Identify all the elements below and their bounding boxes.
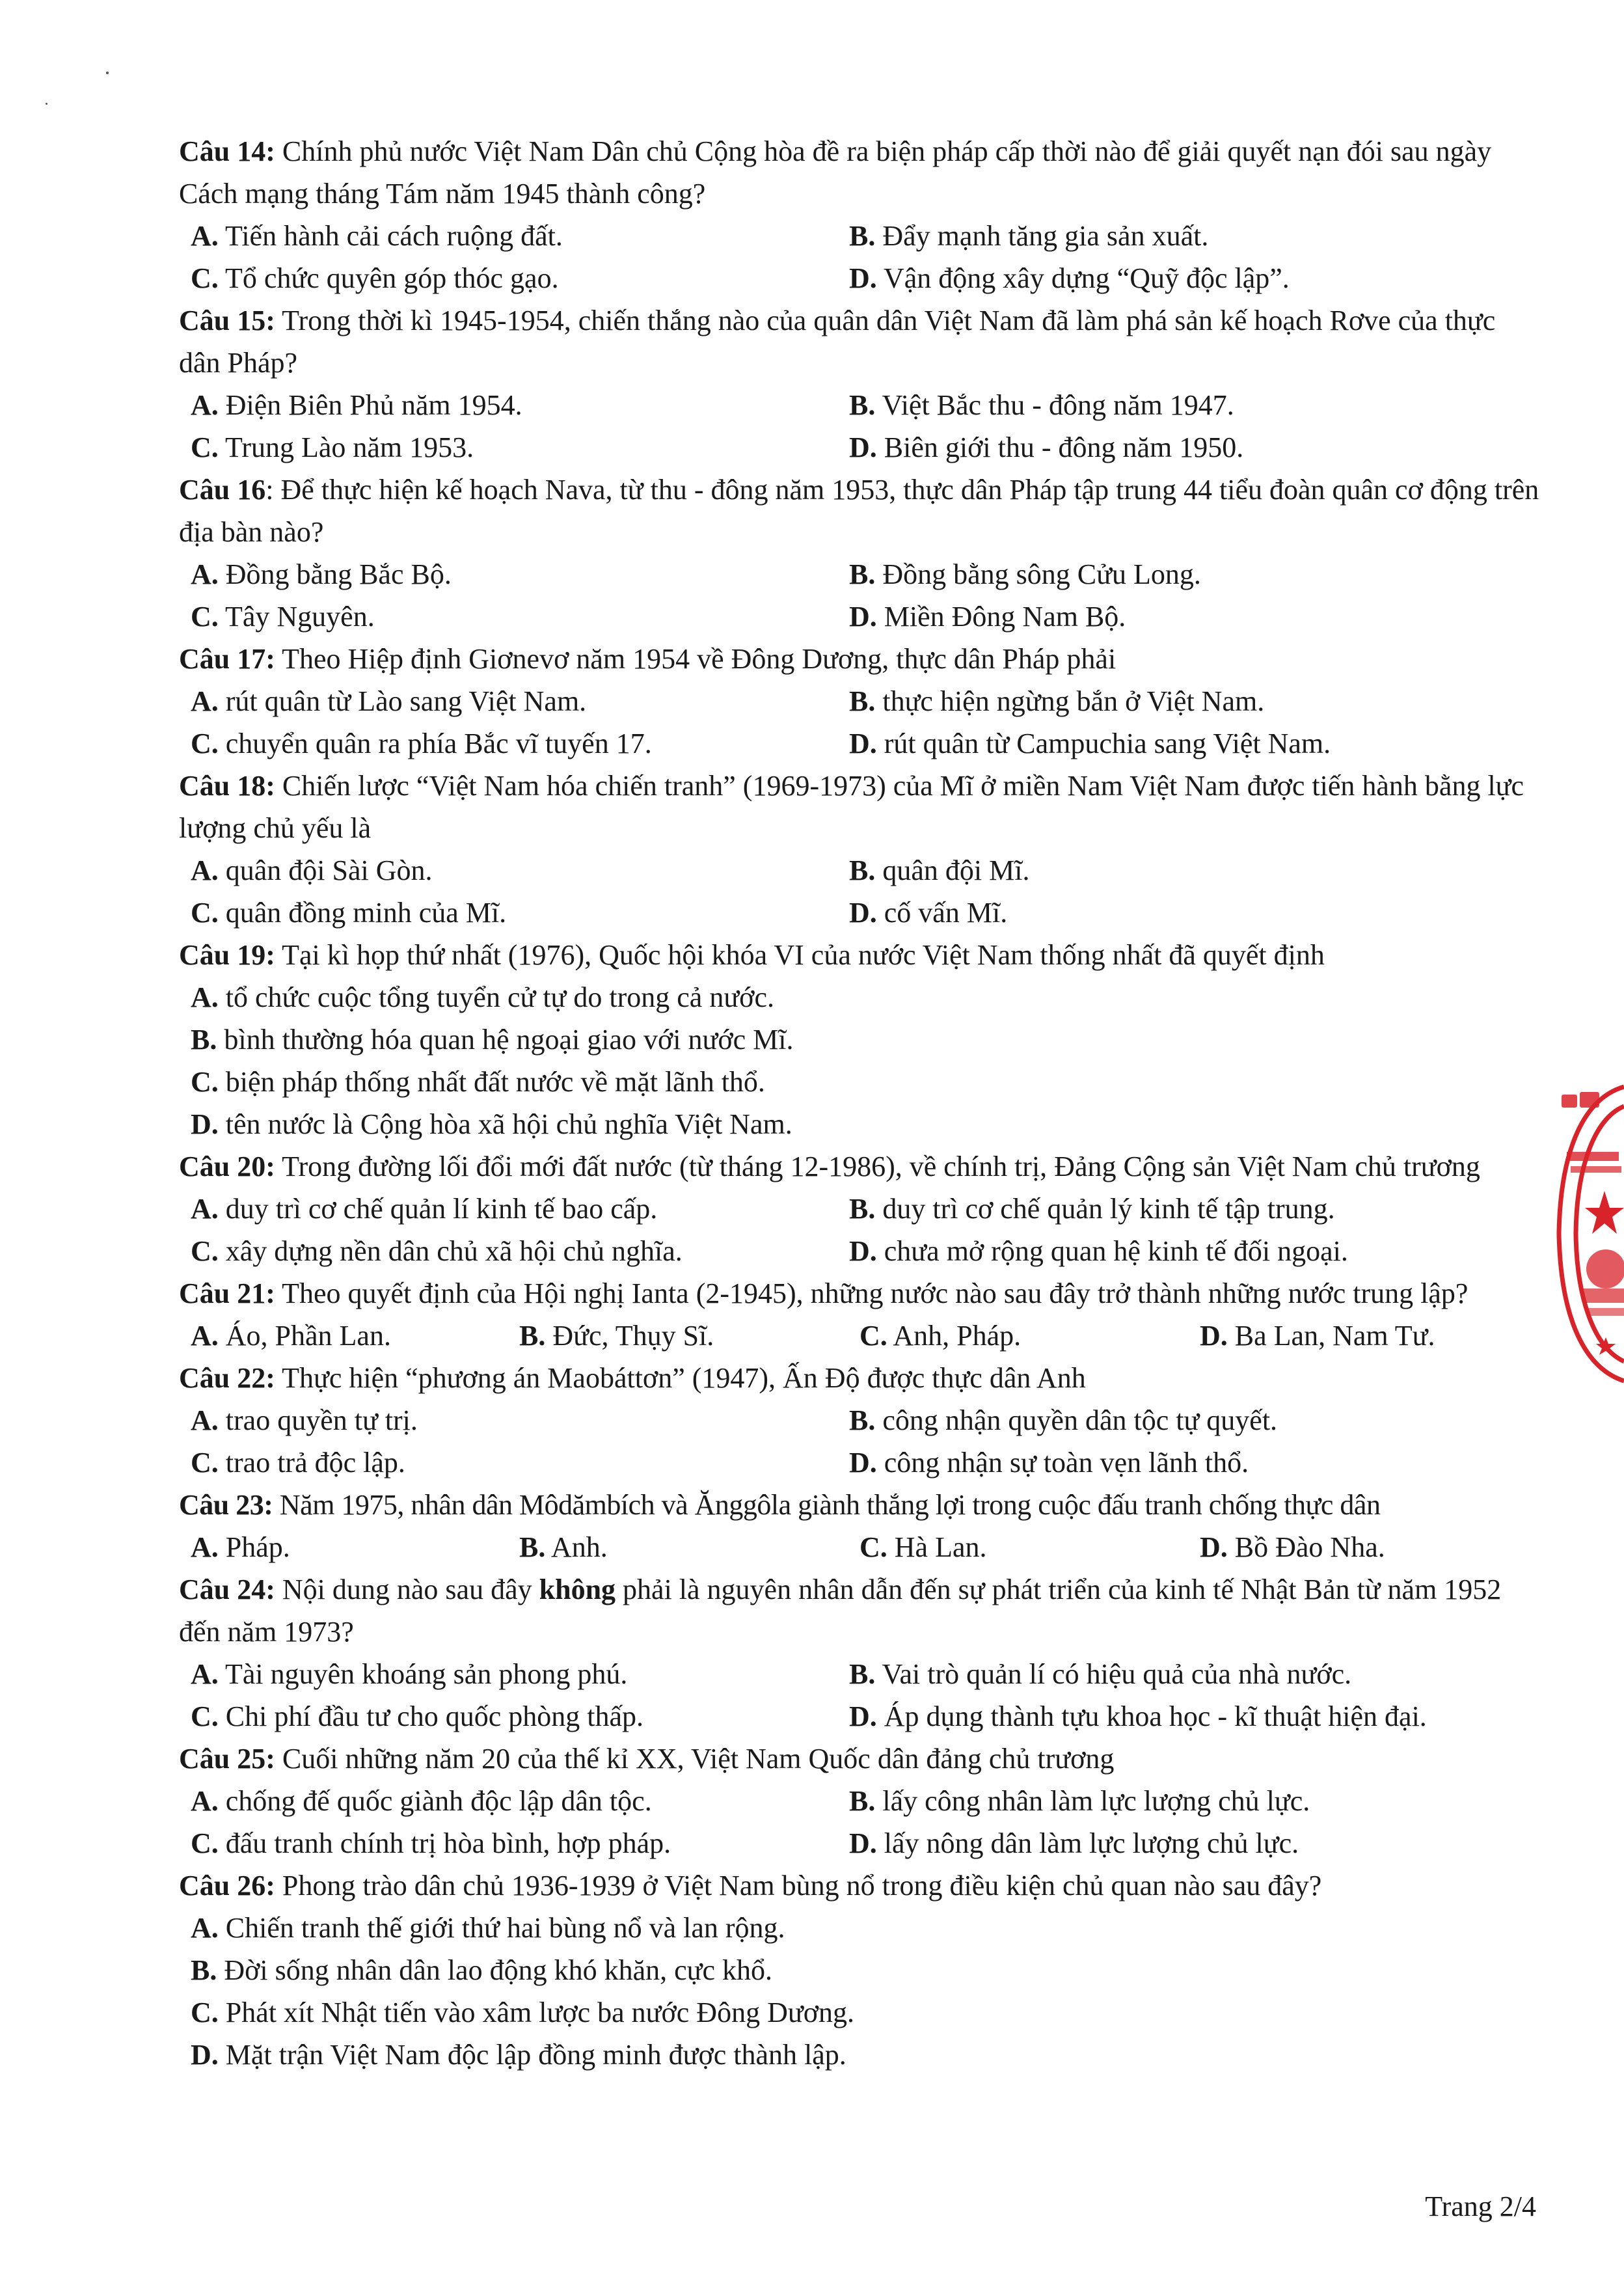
option-a (179, 1188, 849, 1230)
answer-options (179, 553, 1542, 638)
answer-options (179, 1399, 1542, 1484)
question-emphasis: không (539, 1574, 616, 1605)
option-d (849, 1441, 1542, 1484)
option-text: Anh, Pháp. (887, 1320, 1022, 1352)
option-text: Tổ chức quyên góp thóc gạo. (218, 262, 559, 294)
option-label: A. (191, 558, 219, 590)
option-d (1200, 1526, 1542, 1568)
question-15 (179, 299, 1542, 469)
question-number: Câu 14: (179, 135, 275, 167)
option-label: C. (191, 728, 219, 759)
option-d (849, 595, 1542, 638)
question-number: Câu 24: (179, 1574, 275, 1605)
option-label: D. (849, 1447, 877, 1479)
option-text: Tiến hành cải cách ruộng đất. (218, 220, 563, 252)
option-text: rút quân từ Campuchia sang Việt Nam. (876, 728, 1331, 759)
option-label: B. (849, 685, 876, 717)
option-c (179, 1061, 1542, 1103)
question-text (179, 1864, 1542, 1907)
question-18 (179, 765, 1542, 934)
question-stem: : Để thực hiện kế hoạch Nava, từ thu - đông năm 1953, thực dân Pháp tập trung 44 tiểu đoàn quân cơ động trên địa bàn nào? (179, 474, 1539, 548)
question-17 (179, 638, 1542, 765)
option-label: D. (1200, 1531, 1228, 1563)
option-b (519, 1526, 859, 1568)
question-stem: Thực hiện “phương án Maobáttơn” (1947), Ấn Độ được thực dân Anh (275, 1362, 1086, 1394)
question-19 (179, 934, 1542, 1145)
question-number: Câu 18: (179, 770, 275, 802)
question-stem: Theo Hiệp định Giơnevơ năm 1954 về Đông Dương, thực dân Pháp phải (275, 643, 1116, 675)
option-d (849, 892, 1542, 934)
option-label: B. (519, 1320, 546, 1352)
option-label: C. (859, 1531, 887, 1563)
question-text (179, 1738, 1542, 1780)
option-text: Pháp. (218, 1531, 290, 1563)
option-text: Hà Lan. (887, 1531, 987, 1563)
option-label: C. (859, 1320, 887, 1352)
option-text: Mặt trận Việt Nam độc lập đồng minh được thành lập. (218, 2039, 846, 2071)
question-text (179, 638, 1542, 680)
option-c (179, 722, 849, 765)
option-label: A. (191, 854, 219, 886)
option-label: C. (191, 1700, 219, 1732)
option-label: D. (849, 601, 877, 633)
option-b (849, 1780, 1542, 1822)
option-text: tổ chức cuộc tổng tuyển cử tự do trong cả nước. (218, 981, 774, 1013)
option-a (179, 976, 1542, 1018)
option-text: Điện Biên Phủ năm 1954. (218, 389, 522, 421)
option-b (849, 215, 1542, 257)
option-label: D. (191, 2039, 219, 2071)
option-text: Đồng bằng Bắc Bộ. (218, 558, 452, 590)
option-text: Phát xít Nhật tiến vào xâm lược ba nước Đông Dương. (218, 1997, 854, 2028)
option-c (179, 892, 849, 934)
option-label: B. (849, 220, 876, 252)
option-a (179, 849, 849, 892)
option-text: chưa mở rộng quan hệ kinh tế đối ngoại. (876, 1235, 1348, 1267)
option-text: duy trì cơ chế quản lí kinh tế bao cấp. (218, 1193, 658, 1225)
option-b (519, 1315, 859, 1357)
option-d (1200, 1315, 1542, 1357)
option-label: B. (191, 1954, 217, 1986)
option-label: C. (191, 897, 219, 929)
option-label: A. (191, 220, 219, 252)
option-text: Đức, Thụy Sĩ. (545, 1320, 714, 1352)
option-text: Tây Nguyên. (218, 601, 375, 633)
option-text: Đời sống nhân dân lao động khó khăn, cực khổ. (217, 1954, 772, 1986)
option-label: D. (849, 431, 877, 463)
question-number: Câu 22: (179, 1362, 275, 1394)
question-stem: Trong thời kì 1945-1954, chiến thắng nào của quân dân Việt Nam đã làm phá sản kế hoạch Rơve của thực dân Pháp? (179, 305, 1496, 379)
option-c (859, 1526, 1200, 1568)
option-text: Đồng bằng sông Cửu Long. (875, 558, 1201, 590)
option-label: C. (191, 1235, 219, 1267)
option-label: A. (191, 1320, 219, 1352)
option-label: C. (191, 1997, 219, 2028)
option-label: D. (849, 1235, 877, 1267)
option-label: B. (849, 1658, 876, 1690)
scan-speck (46, 103, 47, 105)
question-stem: Năm 1975, nhân dân Môdămbích và Ănggôla giành thắng lợi trong cuộc đấu tranh chống thực dân (273, 1489, 1381, 1521)
option-c (179, 1822, 849, 1864)
option-label: B. (191, 1024, 217, 1056)
option-text: chống đế quốc giành độc lập dân tộc. (218, 1785, 652, 1817)
question-number: Câu 19: (179, 939, 275, 971)
question-stem: Tại kì họp thứ nhất (1976), Quốc hội khóa VI của nước Việt Nam thống nhất đã quyết định (275, 939, 1325, 971)
question-text (179, 299, 1542, 384)
question-stem: Phong trào dân chủ 1936-1939 ở Việt Nam bùng nổ trong điều kiện chủ quan nào sau đây? (275, 1870, 1322, 1902)
option-text: Ba Lan, Nam Tư. (1227, 1320, 1435, 1352)
option-text: cố vấn Mĩ. (876, 897, 1008, 929)
option-a (179, 1907, 1542, 1949)
option-d (849, 1695, 1542, 1738)
question-16 (179, 469, 1542, 638)
option-label: B. (849, 1785, 876, 1817)
option-a (179, 1653, 849, 1695)
option-label: A. (191, 1404, 219, 1436)
option-label: D. (849, 262, 877, 294)
option-c (179, 257, 849, 299)
question-text (179, 1145, 1542, 1188)
question-text (179, 765, 1542, 849)
option-text: quân đội Sài Gòn. (218, 854, 433, 886)
answer-options (179, 680, 1542, 765)
option-text: trao quyền tự trị. (218, 1404, 418, 1436)
option-d (849, 257, 1542, 299)
question-number: Câu 20: (179, 1151, 275, 1182)
option-b (179, 1018, 1542, 1061)
option-label: A. (191, 685, 219, 717)
question-text (179, 130, 1542, 215)
option-label: B. (849, 854, 876, 886)
question-24 (179, 1568, 1542, 1738)
answer-options (179, 1907, 1542, 2076)
answer-options (179, 1780, 1542, 1864)
option-text: Vai trò quản lí có hiệu quả của nhà nước. (875, 1658, 1352, 1690)
option-text: đấu tranh chính trị hòa bình, hợp pháp. (218, 1827, 671, 1859)
option-b (849, 1399, 1542, 1441)
question-text (179, 1272, 1542, 1315)
question-number: Câu 23: (179, 1489, 273, 1521)
option-label: A. (191, 1785, 219, 1817)
option-label: C. (191, 1827, 219, 1859)
option-a (179, 1399, 849, 1441)
option-a (179, 1780, 849, 1822)
question-number: Câu 26: (179, 1870, 275, 1902)
option-c (179, 1695, 849, 1738)
option-label: D. (849, 1827, 877, 1859)
option-c (179, 1441, 849, 1484)
option-label: D. (849, 728, 877, 759)
question-number: Câu 15: (179, 305, 275, 336)
option-label: C. (191, 431, 219, 463)
option-label: D. (849, 1700, 877, 1732)
page-number: Trang 2/4 (1425, 2190, 1536, 2222)
scan-speck (106, 72, 109, 74)
option-b (849, 1653, 1542, 1695)
option-a (179, 1315, 519, 1357)
option-label: D. (1200, 1320, 1228, 1352)
option-text: chuyển quân ra phía Bắc vĩ tuyến 17. (218, 728, 652, 759)
question-number: Câu 21: (179, 1277, 275, 1309)
option-d (179, 2034, 1542, 2076)
question-text (179, 1484, 1542, 1526)
option-c (179, 426, 849, 469)
option-label: A. (191, 981, 219, 1013)
option-label: A. (191, 1912, 219, 1944)
option-d (179, 1103, 1542, 1145)
option-text: Miền Đông Nam Bộ. (876, 601, 1126, 633)
option-label: B. (849, 1193, 876, 1225)
option-label: D. (191, 1108, 219, 1140)
option-label: C. (191, 1066, 219, 1098)
answer-options (179, 1315, 1542, 1357)
option-text: Bồ Đào Nha. (1227, 1531, 1385, 1563)
option-label: C. (191, 1447, 219, 1479)
question-14 (179, 130, 1542, 299)
option-text: lấy công nhân làm lực lượng chủ lực. (875, 1785, 1310, 1817)
question-20 (179, 1145, 1542, 1272)
option-d (849, 1230, 1542, 1272)
option-a (179, 215, 849, 257)
question-text (179, 469, 1542, 553)
option-d (849, 1822, 1542, 1864)
question-text (179, 1357, 1542, 1399)
option-a (179, 553, 849, 595)
option-text: công nhận sự toàn vẹn lãnh thổ. (876, 1447, 1249, 1479)
option-c (859, 1315, 1200, 1357)
option-text: rút quân từ Lào sang Việt Nam. (218, 685, 587, 717)
option-d (849, 426, 1542, 469)
option-c (179, 595, 849, 638)
option-text: Anh. (545, 1531, 608, 1563)
option-text: tên nước là Cộng hòa xã hội chủ nghĩa Việt Nam. (218, 1108, 792, 1140)
option-label: D. (849, 897, 877, 929)
option-text: thực hiện ngừng bắn ở Việt Nam. (875, 685, 1265, 717)
question-stem: Theo quyết định của Hội nghị Ianta (2-1945), những nước nào sau đây trở thành những nước trung lập? (275, 1277, 1468, 1309)
option-b (849, 849, 1542, 892)
option-text: quân đội Mĩ. (875, 854, 1030, 886)
option-d (849, 722, 1542, 765)
answer-options (179, 1526, 1542, 1568)
answer-options (179, 215, 1542, 299)
question-25 (179, 1738, 1542, 1864)
option-text: Áo, Phần Lan. (218, 1320, 391, 1352)
question-number: Câu 17: (179, 643, 275, 675)
option-label: A. (191, 1658, 219, 1690)
answer-options (179, 849, 1542, 934)
option-c (179, 1230, 849, 1272)
option-b (179, 1949, 1542, 1991)
question-number: Câu 25: (179, 1743, 275, 1775)
question-23 (179, 1484, 1542, 1568)
answer-options (179, 384, 1542, 469)
option-text: Vận động xây dựng “Quỹ độc lập”. (876, 262, 1290, 294)
question-stem: phải là nguyên nhân dẫn đến sự phát triển của kinh tế Nhật Bản từ năm 1952 đến năm 1973? (179, 1574, 1502, 1648)
option-text: Đẩy mạnh tăng gia sản xuất. (875, 220, 1209, 252)
answer-options (179, 1653, 1542, 1738)
option-label: A. (191, 389, 219, 421)
answer-options (179, 1188, 1542, 1272)
option-text: bình thường hóa quan hệ ngoại giao với nước Mĩ. (217, 1024, 794, 1056)
question-22 (179, 1357, 1542, 1484)
question-stem: Trong đường lối đổi mới đất nước (từ tháng 12-1986), về chính trị, Đảng Cộng sản Việt Nam chủ trương (275, 1151, 1480, 1182)
red-stamp (1554, 1080, 1624, 1386)
question-stem: Chính phủ nước Việt Nam Dân chủ Cộng hòa đề ra biện pháp cấp thời nào để giải quyết nạn đói sau ngày Cách mạng tháng Tám năm 1945 thành công? (179, 135, 1492, 210)
option-b (849, 553, 1542, 595)
option-a (179, 1526, 519, 1568)
option-label: B. (849, 389, 876, 421)
option-text: Biên giới thu - đông năm 1950. (876, 431, 1244, 463)
option-b (849, 384, 1542, 426)
option-text: công nhận quyền dân tộc tự quyết. (875, 1404, 1278, 1436)
option-c (179, 1991, 1542, 2034)
option-label: C. (191, 601, 219, 633)
option-text: Chiến tranh thế giới thứ hai bùng nổ và lan rộng. (218, 1912, 785, 1944)
option-text: Chi phí đầu tư cho quốc phòng thấp. (218, 1700, 643, 1732)
option-b (849, 1188, 1542, 1230)
option-label: B. (519, 1531, 546, 1563)
question-list (179, 130, 1542, 2076)
option-text: Trung Lào năm 1953. (218, 431, 474, 463)
option-a (179, 680, 849, 722)
option-a (179, 384, 849, 426)
option-text: xây dựng nền dân chủ xã hội chủ nghĩa. (218, 1235, 683, 1267)
question-26 (179, 1864, 1542, 2076)
question-text (179, 1568, 1542, 1653)
question-text (179, 934, 1542, 976)
question-stem: Nội dung nào sau đây (275, 1574, 539, 1605)
option-label: B. (849, 1404, 876, 1436)
option-text: trao trả độc lập. (218, 1447, 405, 1479)
option-b (849, 680, 1542, 722)
option-text: duy trì cơ chế quản lý kinh tế tập trung. (875, 1193, 1335, 1225)
question-stem: Chiến lược “Việt Nam hóa chiến tranh” (1969-1973) của Mĩ ở miền Nam Việt Nam được tiến hành bằng lực lượng chủ yếu là (179, 770, 1524, 844)
option-label: B. (849, 558, 876, 590)
option-text: biện pháp thống nhất đất nước về mặt lãnh thổ. (218, 1066, 765, 1098)
option-text: Tài nguyên khoáng sản phong phú. (218, 1658, 628, 1690)
option-label: C. (191, 262, 219, 294)
option-label: A. (191, 1531, 219, 1563)
option-text: Áp dụng thành tựu khoa học - kĩ thuật hiện đại. (876, 1700, 1427, 1732)
option-label: A. (191, 1193, 219, 1225)
question-21 (179, 1272, 1542, 1357)
answer-options (179, 976, 1542, 1145)
question-stem: Cuối những năm 20 của thế kỉ XX, Việt Nam Quốc dân đảng chủ trương (275, 1743, 1115, 1775)
option-text: quân đồng minh của Mĩ. (218, 897, 507, 929)
question-number: Câu 16 (179, 474, 266, 506)
option-text: lấy nông dân làm lực lượng chủ lực. (876, 1827, 1299, 1859)
option-text: Việt Bắc thu - đông năm 1947. (875, 389, 1234, 421)
